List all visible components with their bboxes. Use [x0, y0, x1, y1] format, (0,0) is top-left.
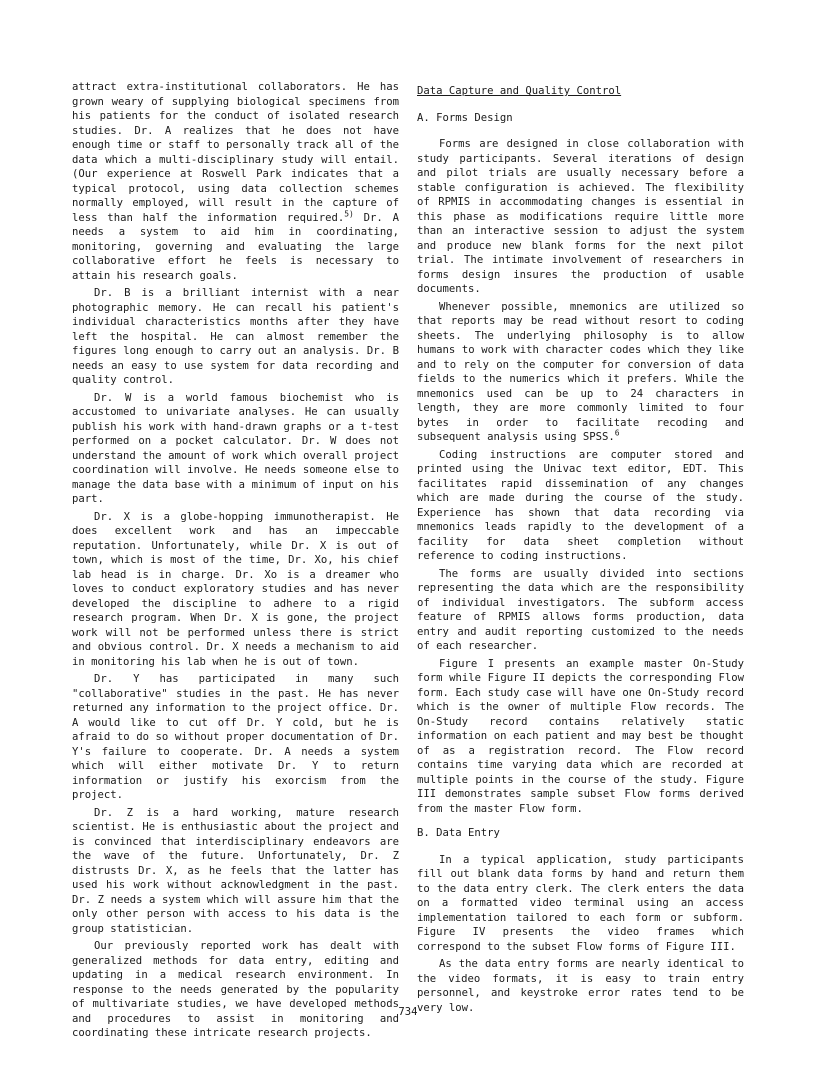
section-heading: Data Capture and Quality Control [417, 85, 622, 97]
left-column [72, 80, 399, 1044]
paragraph-text-tail: Dr. A needs a system to aid him in coordinating, monitoring, governing and evaluating the large collaborative effort he feels is necessary to attain his research goals. [72, 211, 399, 282]
paragraph-dr-w: Dr. W is a world famous biochemist who is accustomed to univariate analyses. He can usually publish his work with hand-drawn graphs or a t-test performed on a pocket calculator. Dr. W does not understand the amount of work which overall project coordination will involve. He needs someone else to manage the data base with a minimum of input on his part. [72, 391, 399, 505]
page-number: 734 [398, 1006, 418, 1018]
paragraph-text: Whenever possible, mnemonics are utilized so that reports may be read without resort to coding sheets. The underlying philosophy is to allow humans to work with character codes which they like and to rely on the computer for conversion of data fields to the numerics which it prefers. While the mnemonics used can be up to 24 characters in length, they are more commonly limited to four bytes in order to facilitate recoding and subsequent analysis using SPSS. [417, 300, 744, 443]
paragraph-dr-z: Dr. Z is a hard working, mature research scientist. He is enthusiastic about the project and is convinced that interdisciplinary endeavors are the wave of the future. Unfortunately, Dr. Z distrusts Dr. X, as he feels that the latter has used his work without acknowledgment in the past. Dr. Z needs a system which will assure him that the only other person with access to his data is the group statistician. [72, 806, 399, 935]
paragraph-forms-3: Coding instructions are computer stored and printed using the Univac text editor, EDT. This facilitates rapid dissemination of any changes which are made during the course of the study. Experience has shown that data recording via mnemonics leads rapidly to the development of a facility for data sheet completion without reference to coding instructions. [417, 448, 744, 562]
paragraph-forms-4: The forms are usually divided into sections representing the data which are the responsibility of individual investigators. The subform access feature of RPMIS allows forms production, data entry and audit reporting customized to the needs of each researcher. [417, 567, 744, 652]
paragraph-entry-2: As the data entry forms are nearly identical to the video formats, it is easy to train entry personnel, and keystroke error rates tend to be very low. [417, 958, 744, 1014]
paragraph-forms-5: Figure I presents an example master On-Study form while Figure II depicts the corresponding Flow form. Each study case will have one On-Study record which is the owner of multiple Flow records. The On-Study record contains relatively static information on each patient and may best be thought of as a registration record. The Flow record contains time varying data which are recorded at multiple points in the course of the study. Figure III demonstrates sample subset Flow forms derived from the master Flow form. [417, 657, 744, 815]
right-column [417, 80, 744, 1018]
footnote-ref-spss: 6 [614, 428, 620, 438]
footnote-ref: 5) [344, 208, 354, 218]
paragraph-dr-x: Dr. X is a globe-hopping immunotherapist. He does excellent work and has an impeccable reputation. Unfortunately, while Dr. X is out of town, which is most of the time, Dr. Xo, his chief lab head is in charge. Dr. Xo is a dreamer who loves to conduct exploratory studies and has never developed the discipline to adhere to a rigid research program. When Dr. X is gone, the project work will not be performed unless there is strict and obvious control. Dr. X needs a mechanism to aid in monitoring his lab when he is out of town. [72, 510, 399, 668]
paragraph-forms-1: Forms are designed in close collaboration with study participants. Several iterations of design and pilot trials are usually necessary before a stable configuration is achieved. The flexibility of RPMIS in accommodating changes is essential in this phase as modifications require little more than an interactive session to adjust the system and produce new blank forms for the next pilot trial. The intimate involvement of researchers in forms design insures the production of usable documents. [417, 138, 744, 295]
paragraph-dr-a [72, 80, 399, 283]
paragraph-dr-b: Dr. B is a brilliant internist with a near photographic memory. He can recall his patient's individual characteristics months after they have left the hospital. He can almost remember the figures long enough to carry out an analysis. Dr. B needs an easy to use system for data recording and quality control. [72, 287, 399, 386]
subsection-a-heading: A. Forms Design [417, 111, 513, 124]
paragraph-dr-y: Dr. Y has participated in many such "collaborative" studies in the past. He has never returned any information to the project office. Dr. A would like to cut off Dr. Y cold, but he is afraid to do so without proper documentation of Dr. Y's failure to cooperate. Dr. A needs a system which will either motivate Dr. Y to return information or justify his exorcism from the project. [72, 673, 399, 801]
paragraph-forms-2 [417, 300, 744, 445]
paragraph-entry-1: In a typical application, study participants fill out blank data forms by hand and return them to the data entry clerk. The clerk enters the data on a formatted video terminal using an access implementation tailored to each form or subform. Figure IV presents the video frames which correspond to the subset Flow forms of Figure III. [417, 853, 744, 953]
subsection-b-heading: B. Data Entry [417, 827, 500, 839]
paragraph-text: attract extra-institutional collaborators. He has grown weary of supplying biological specimens from his patients for the conduct of isolated research studies. Dr. A realizes that he does not have enough time or staff to personally track all of the data which a multi-disciplinary study will entail. (Our experience at Roswell Park indicates that a typical protocol, using data collection schemes normally employed, will result in the capture of less than half the information required. [72, 81, 399, 224]
paragraph-previous-work: Our previously reported work has dealt with generalized methods for data entry, editing and updating in a medical research environment. In response to the needs generated by the popularity of multivariate studies, we have developed methods and procedures to assist in monitoring and coordinating these intricate research projects. [72, 940, 399, 1039]
